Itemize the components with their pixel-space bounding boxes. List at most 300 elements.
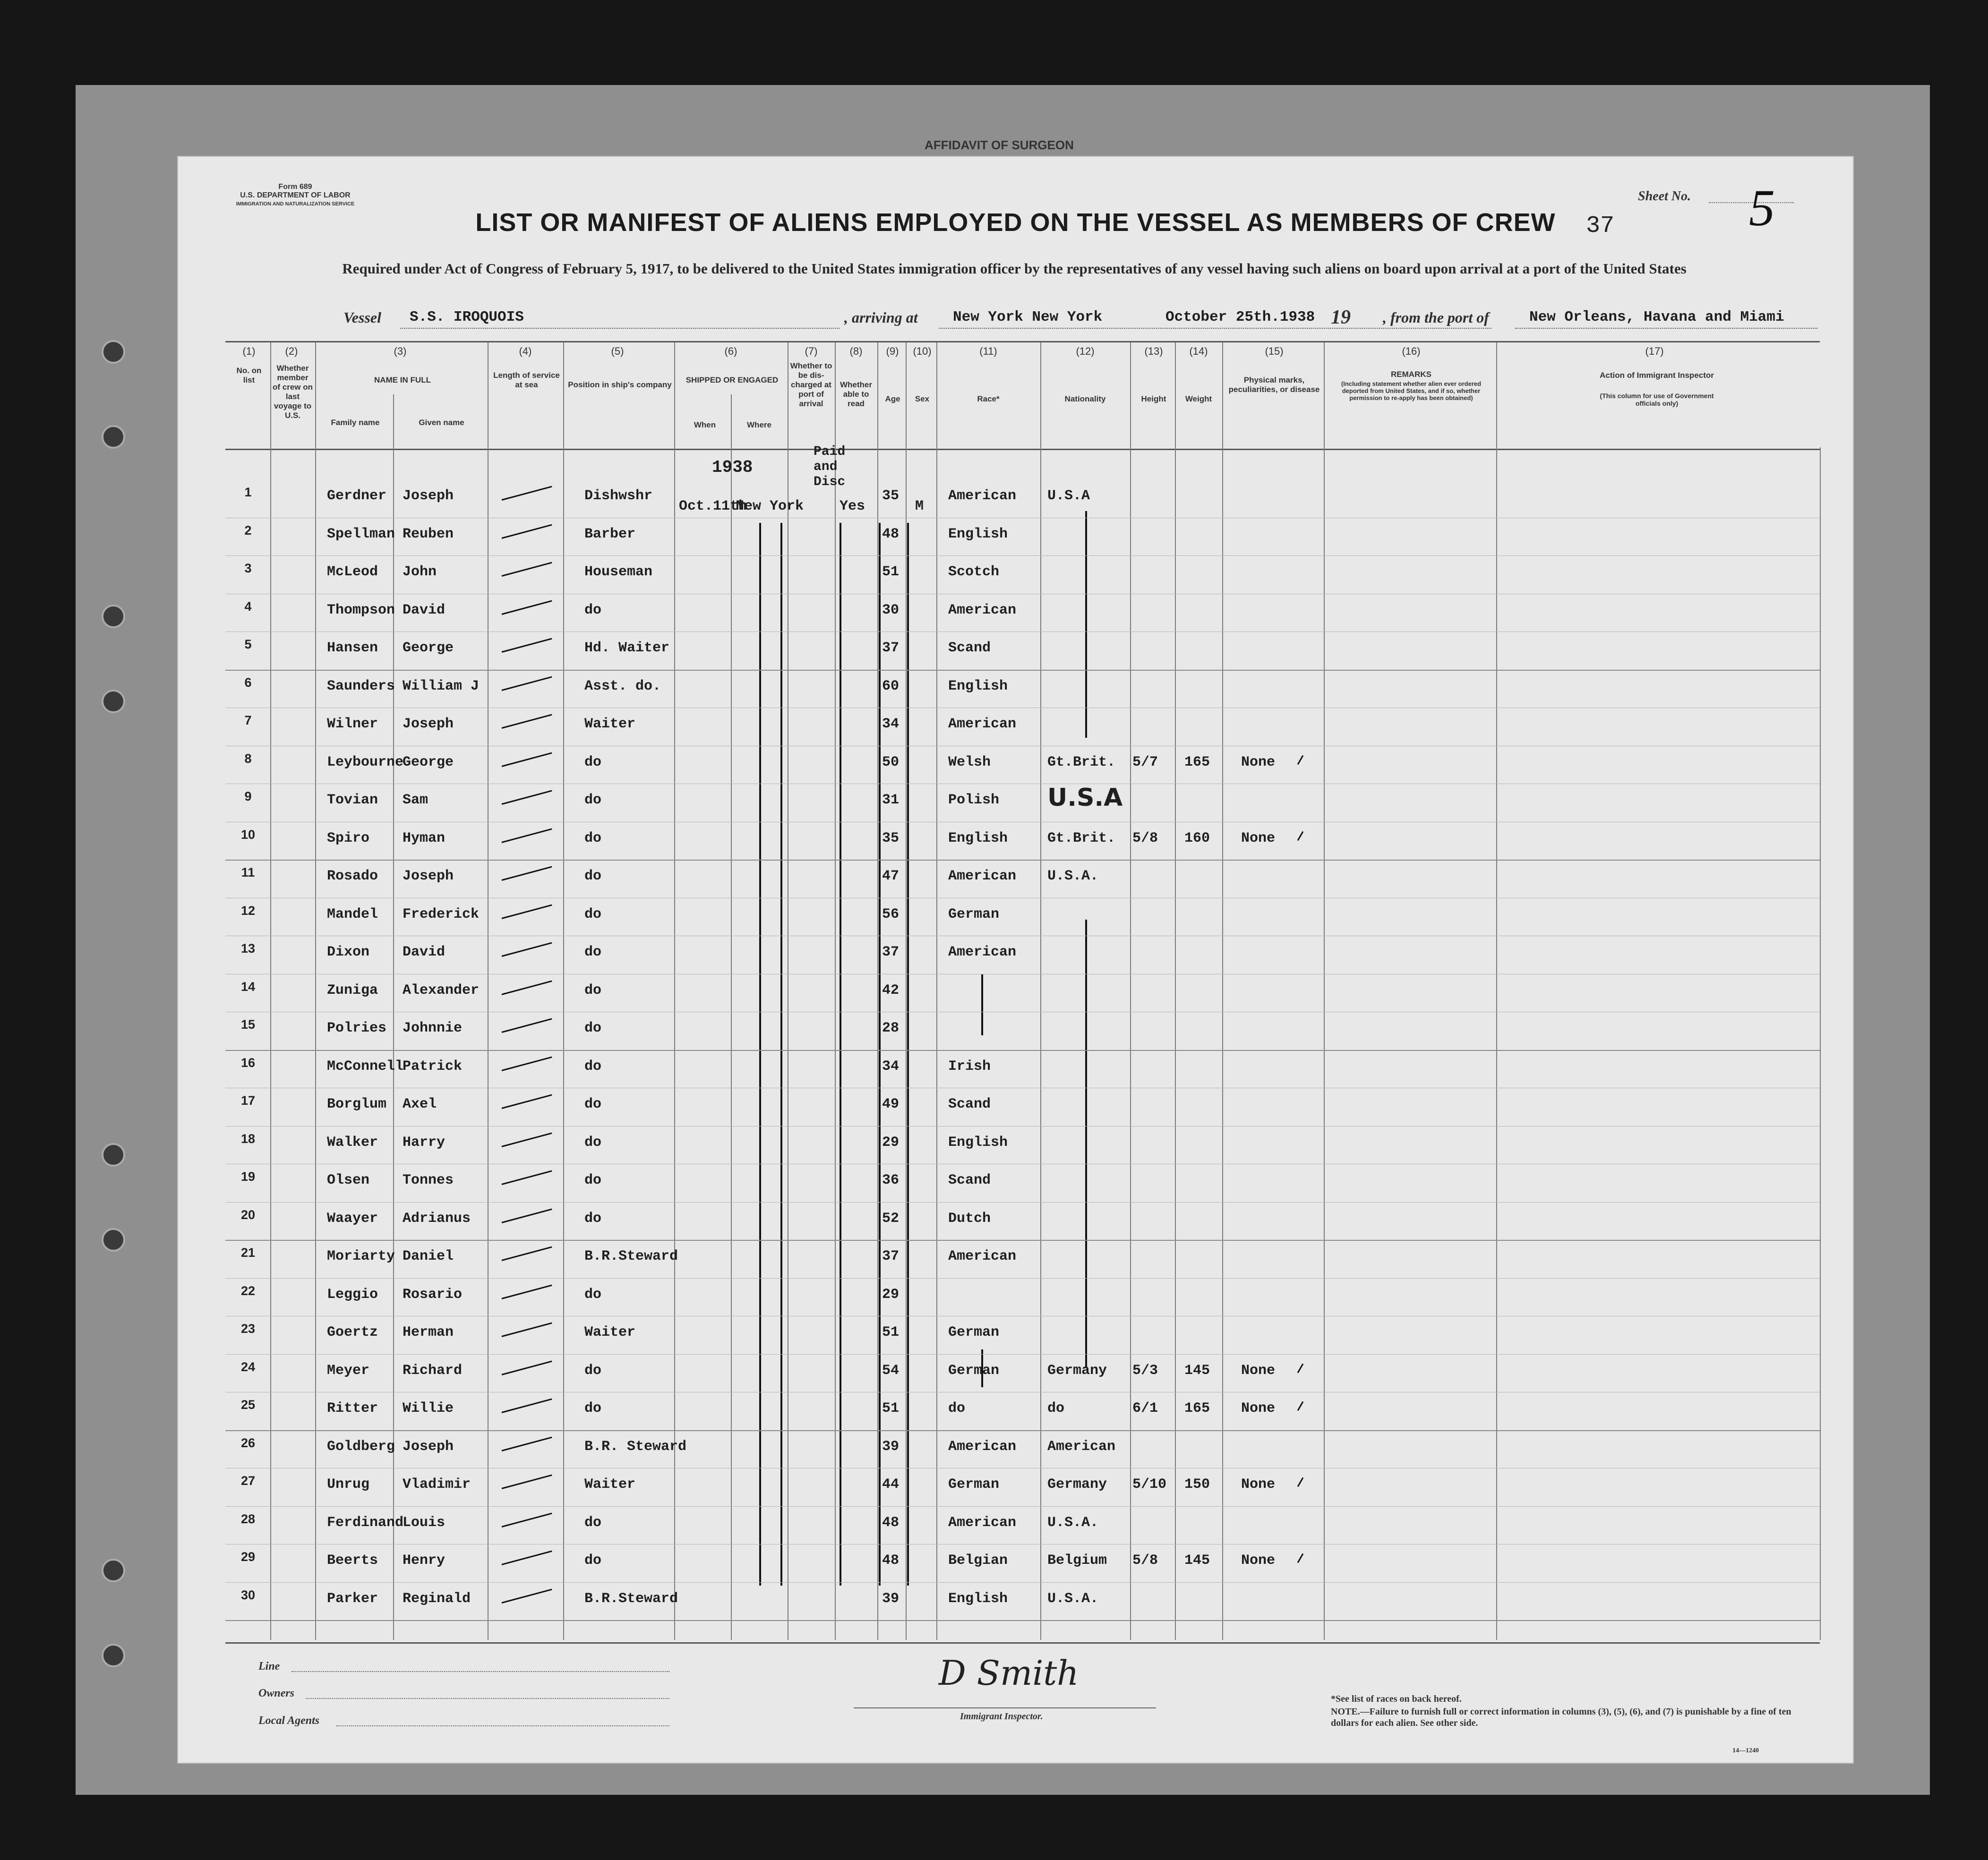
col-head-action-note: (This column for use of Government officials only) [1600, 392, 1714, 407]
table-row [225, 675, 1820, 714]
family-name: Leggio [327, 1286, 378, 1303]
races-note: *See list of races on back hereof. [1331, 1694, 1462, 1704]
col-head-shipped: SHIPPED OR ENGAGED [686, 375, 779, 384]
from-port-blank [1515, 328, 1817, 329]
given-name: Johnnie [403, 1020, 463, 1036]
department-name: U.S. DEPARTMENT OF LABOR [240, 191, 351, 199]
position: do [584, 830, 602, 846]
age: 52 [882, 1210, 900, 1227]
service-check-mark [502, 1018, 552, 1033]
nationality: U.S.A. [1047, 1590, 1099, 1607]
race: do [948, 1400, 966, 1416]
service-check-mark [502, 1284, 552, 1299]
footer [225, 1642, 1820, 1762]
position: B.R. Steward [584, 1438, 687, 1455]
col-num-2: (2) [285, 345, 298, 357]
given-name: William J [403, 678, 480, 694]
service-check-mark [502, 1360, 552, 1375]
col-head-sex: Sex [915, 394, 930, 403]
table-row [225, 865, 1820, 904]
table-row [225, 1512, 1820, 1550]
family-name: Spiro [327, 830, 370, 846]
weight: 145 [1184, 1362, 1210, 1379]
physical-marks: None [1241, 830, 1276, 846]
col-head-race: Race* [977, 394, 1000, 403]
family-name: Ritter [327, 1400, 378, 1416]
race: American [948, 1514, 1017, 1531]
col-num-14: (14) [1189, 345, 1208, 357]
position: do [584, 1058, 602, 1075]
row-number: 20 [240, 1207, 256, 1222]
family-name: McConnell [327, 1058, 404, 1075]
given-name: Joseph [403, 868, 454, 884]
col-num-15: (15) [1265, 345, 1284, 357]
age: 35 [882, 830, 900, 846]
age: 51 [882, 1324, 900, 1340]
col-num-11: (11) [979, 345, 997, 357]
position: do [584, 982, 602, 998]
nationality: U.S.A [1047, 784, 1123, 812]
age: 56 [882, 906, 900, 922]
given-name: Daniel [403, 1248, 454, 1264]
age: 39 [882, 1438, 900, 1455]
punch-hole [102, 1644, 125, 1667]
family-name: Beerts [327, 1553, 378, 1569]
race: American [948, 1438, 1017, 1455]
service-check-mark [502, 1094, 552, 1109]
nationality: U.S.A. [1047, 1514, 1099, 1531]
race: Welsh [948, 754, 991, 770]
service-check-mark [502, 1056, 552, 1071]
age: 37 [882, 640, 900, 656]
family-name: Goldberg [327, 1438, 395, 1455]
family-name: Unrug [327, 1476, 370, 1493]
given-name: Axel [403, 1096, 437, 1112]
row-number: 14 [240, 979, 256, 994]
discharge-value: Paid and Disc [814, 444, 846, 489]
col-num-1: (1) [242, 345, 256, 357]
service-check-mark [502, 1208, 552, 1223]
physical-marks: None [1241, 1400, 1276, 1416]
position: do [584, 602, 602, 618]
position: Waiter [584, 1476, 636, 1493]
height: 6/1 [1132, 1400, 1158, 1416]
from-port-value: New Orleans, Havana and Miami [1529, 309, 1784, 325]
col-head-remarks: REMARKS [1391, 370, 1431, 379]
age: 54 [882, 1362, 900, 1379]
nationality: Germany [1047, 1362, 1107, 1379]
col-head-crew: Whether member of crew on last voyage to U.S. [273, 364, 313, 420]
row-number: 19 [240, 1169, 256, 1184]
service-check-mark [502, 714, 552, 729]
punch-hole [102, 1228, 125, 1252]
given-name: Louis [403, 1514, 446, 1531]
col-head-age: Age [885, 394, 900, 403]
table-row [225, 904, 1820, 942]
position: Waiter [584, 716, 636, 732]
vessel-blank [400, 328, 840, 329]
position: do [584, 1400, 602, 1416]
col-head-action: Action of Immigrant Inspector [1600, 371, 1714, 380]
service-check-mark [502, 904, 552, 919]
given-name: Rosario [403, 1286, 463, 1303]
col-head-weight: Weight [1185, 394, 1212, 403]
service-name: IMMIGRATION AND NATURALIZATION SERVICE [236, 201, 355, 207]
form-number: Form 689 [278, 183, 312, 191]
age: 30 [882, 602, 900, 618]
col-head-discharged: Whether to be dis-charged at port of arrival [790, 361, 832, 408]
year-suffix: 19 [1331, 307, 1351, 328]
given-name: Alexander [403, 982, 480, 998]
service-check-mark [502, 980, 552, 995]
family-name: Polries [327, 1020, 387, 1036]
family-name: Olsen [327, 1172, 370, 1188]
table-row [225, 1322, 1820, 1360]
row-number: 2 [244, 523, 252, 538]
weight: 165 [1184, 1400, 1210, 1416]
service-check-mark [502, 676, 552, 691]
column-headers [225, 341, 1820, 450]
position: Asst. do. [584, 678, 661, 694]
given-name: Herman [403, 1324, 454, 1340]
col-head-marks: Physical marks, peculiarities, or disease [1228, 375, 1320, 394]
vessel-line [343, 309, 1817, 333]
position: Barber [584, 526, 636, 542]
race: English [948, 1590, 1008, 1607]
weight: 145 [1184, 1553, 1210, 1569]
age: 51 [882, 564, 900, 580]
given-name: Joseph [403, 488, 454, 504]
position: B.R.Steward [584, 1248, 678, 1264]
family-name: Rosado [327, 868, 378, 884]
marks-check-mark [1297, 831, 1304, 841]
given-name: Patrick [403, 1058, 463, 1075]
position: do [584, 1553, 602, 1569]
height: 5/10 [1132, 1476, 1167, 1493]
marks-check-mark [1297, 1553, 1304, 1563]
col-num-12: (12) [1076, 345, 1095, 357]
age: 39 [882, 1590, 900, 1607]
age: 48 [882, 1553, 900, 1569]
given-name: David [403, 602, 446, 618]
family-name: Borglum [327, 1096, 387, 1112]
race: American [948, 868, 1017, 884]
race: English [948, 526, 1008, 542]
marks-check-mark [1297, 1401, 1304, 1411]
manifest-page [177, 138, 1854, 1764]
punch-hole [102, 605, 125, 628]
position: do [584, 1020, 602, 1036]
race: Polish [948, 792, 1000, 808]
nationality: Germany [1047, 1476, 1107, 1493]
given-name: Reuben [403, 526, 454, 542]
physical-marks: None [1241, 1553, 1276, 1569]
race: American [948, 716, 1017, 732]
race: English [948, 830, 1008, 846]
table-row [225, 1208, 1820, 1246]
family-name: Saunders [327, 678, 395, 694]
family-name: McLeod [327, 564, 378, 580]
row-number: 3 [244, 561, 252, 575]
race: Scand [948, 1172, 991, 1188]
given-name: David [403, 944, 446, 960]
row-number: 12 [240, 903, 256, 918]
inspector-label: Immigrant Inspector. [960, 1711, 1043, 1722]
service-check-mark [502, 1588, 552, 1603]
age: 44 [882, 1476, 900, 1493]
given-name: Joseph [403, 1438, 454, 1455]
height: 5/8 [1132, 1553, 1158, 1569]
crew-table [225, 444, 1820, 1640]
shipped-where: New York [736, 498, 804, 514]
table-row [225, 1588, 1820, 1626]
service-check-mark [502, 1132, 552, 1147]
age: 42 [882, 982, 900, 998]
row-number: 5 [244, 637, 252, 651]
family-name: Mandel [327, 906, 378, 922]
local-agents-label: Local Agents [258, 1715, 320, 1727]
row-number: 25 [240, 1398, 256, 1412]
family-name: Gerdner [327, 488, 387, 504]
race: American [948, 602, 1017, 618]
row-number: 8 [244, 751, 252, 766]
nationality: Belgium [1047, 1553, 1107, 1569]
age: 51 [882, 1400, 900, 1416]
given-name: Willie [403, 1400, 454, 1416]
race: German [948, 906, 1000, 922]
position: do [584, 754, 602, 770]
col-num-10: (10) [913, 345, 932, 357]
page-title: LIST OR MANIFEST OF ALIENS EMPLOYED ON THE VESSEL AS MEMBERS OF CREW [475, 208, 1556, 237]
col-head-height: Height [1141, 394, 1166, 403]
col-head-where: Where [747, 420, 771, 429]
row-number: 27 [240, 1474, 256, 1488]
col-head-nationality: Nationality [1064, 394, 1106, 403]
height: 5/8 [1132, 830, 1158, 846]
age: 48 [882, 526, 900, 542]
col-head-service: Length of service at sea [493, 371, 560, 389]
given-name: Henry [403, 1553, 446, 1569]
physical-marks: None [1241, 754, 1276, 770]
age: 31 [882, 792, 900, 808]
position: do [584, 1362, 602, 1379]
shipped-when: Oct.11th [679, 498, 747, 514]
service-check-mark [502, 790, 552, 805]
given-name: George [403, 640, 454, 656]
sheet-no-label: Sheet No. [1638, 189, 1691, 204]
table-row [225, 599, 1820, 638]
table-row [225, 751, 1820, 790]
owners-rule [306, 1698, 669, 1699]
col-num-4: (4) [519, 345, 532, 357]
marks-check-mark [1297, 755, 1304, 765]
signature-rule [854, 1707, 1156, 1708]
weight: 165 [1184, 754, 1210, 770]
race: German [948, 1362, 1000, 1379]
row-number: 16 [240, 1055, 256, 1070]
race: Irish [948, 1058, 991, 1075]
service-check-mark [502, 942, 552, 957]
service-check-mark [502, 1399, 552, 1413]
service-check-mark [502, 1170, 552, 1185]
table-row [225, 784, 1820, 828]
service-check-mark [502, 486, 552, 501]
service-check-mark [502, 866, 552, 881]
sex-value: M [915, 498, 924, 514]
age: 37 [882, 1248, 900, 1264]
col-num-16: (16) [1402, 345, 1421, 357]
nationality: U.S.A. [1047, 868, 1099, 884]
sheet-no-value: 5 [1749, 179, 1775, 237]
col-head-remarks-note: (Including statement whether alien ever ordered deported from United States, and if so, whether permission to re-apply has been obtained) [1341, 380, 1482, 401]
line-label: Line [258, 1660, 280, 1672]
position: Houseman [584, 564, 653, 580]
height: 5/3 [1132, 1362, 1158, 1379]
race: American [948, 944, 1017, 960]
family-name: Spellman [327, 526, 395, 542]
race: American [948, 1248, 1017, 1264]
read-value: Yes [840, 498, 865, 514]
service-check-mark [502, 562, 552, 577]
row-number: 18 [240, 1131, 256, 1146]
nationality: American [1047, 1438, 1116, 1455]
nationality: Gt.Brit. [1047, 754, 1116, 770]
nationality: U.S.A [1047, 488, 1090, 504]
col-head-family: Family name [331, 418, 380, 427]
service-check-mark [502, 1436, 552, 1451]
col-head-read: Whether able to read [840, 380, 872, 408]
age: 29 [882, 1134, 900, 1151]
family-name: Goertz [327, 1324, 378, 1340]
race: Scotch [948, 564, 1000, 580]
table-row [225, 561, 1820, 599]
table-row [225, 485, 1820, 523]
row-number: 15 [240, 1017, 256, 1032]
weight: 150 [1184, 1476, 1210, 1493]
row-number: 6 [244, 675, 252, 690]
punch-hole [102, 690, 125, 713]
table-row [225, 1550, 1820, 1588]
col-head-position: Position in ship's company [568, 380, 672, 389]
age: 35 [882, 488, 900, 504]
col-head-name: NAME IN FULL [374, 375, 431, 384]
given-name: Frederick [403, 906, 480, 922]
punch-hole [102, 1143, 125, 1167]
table-row [225, 1017, 1820, 1056]
form-code: 14—1240 [1732, 1747, 1759, 1754]
race: Dutch [948, 1210, 991, 1227]
vessel-label: Vessel [343, 309, 381, 326]
physical-marks: None [1241, 1476, 1276, 1493]
race: Scand [948, 640, 991, 656]
position: Hd. Waiter [584, 640, 670, 656]
row-number: 28 [240, 1511, 256, 1526]
given-name: Vladimir [403, 1476, 471, 1493]
table-row [225, 1398, 1820, 1436]
age: 37 [882, 944, 900, 960]
punch-hole [102, 1559, 125, 1582]
physical-marks: None [1241, 1362, 1276, 1379]
age: 34 [882, 1058, 900, 1075]
punch-hole [102, 340, 125, 364]
family-name: Tovian [327, 792, 378, 808]
table-row [225, 713, 1820, 751]
local-agents-rule [336, 1725, 669, 1726]
subtitle: Required under Act of Congress of February 5, 1917, to be delivered to the United States immigration officer by the representatives of any vessel having such aliens on board upon arrival at a port of the United States [342, 260, 1687, 277]
family-name: Wilner [327, 716, 378, 732]
form-id-block [234, 183, 357, 208]
owners-label: Owners [258, 1687, 295, 1699]
race: English [948, 678, 1008, 694]
row-number: 17 [240, 1093, 256, 1108]
position: Waiter [584, 1324, 636, 1340]
position: B.R.Steward [584, 1590, 678, 1607]
family-name: Walker [327, 1134, 378, 1151]
affidavit-label: AFFIDAVIT OF SURGEON [925, 138, 1074, 152]
table-row [225, 1132, 1820, 1170]
given-name: Adrianus [403, 1210, 471, 1227]
col-num-3: (3) [394, 345, 407, 357]
nationality: Gt.Brit. [1047, 830, 1116, 846]
race: German [948, 1476, 1000, 1493]
from-port-label: , from the port of [1383, 309, 1489, 326]
position: do [584, 1286, 602, 1303]
punch-hole [102, 425, 125, 449]
age: 60 [882, 678, 900, 694]
given-name: Tonnes [403, 1172, 454, 1188]
col-num-17: (17) [1645, 345, 1664, 357]
row-number: 26 [240, 1435, 256, 1450]
service-check-mark [502, 1512, 552, 1527]
age: 29 [882, 1286, 900, 1303]
family-name: Thompson [327, 602, 395, 618]
row-number: 1 [244, 485, 252, 499]
col-num-6: (6) [724, 345, 737, 357]
position: do [584, 906, 602, 922]
given-name: Harry [403, 1134, 446, 1151]
shipped-year: 1938 [712, 458, 753, 477]
family-name: Parker [327, 1590, 378, 1607]
table-row [225, 1246, 1820, 1284]
family-name: Dixon [327, 944, 370, 960]
arriving-blank [939, 328, 1491, 329]
penalty-note: NOTE.—Failure to furnish full or correct information in columns (3), (5), (6), and (7) is punishable by a fine of ten dollars for each alien. See other side. [1331, 1706, 1791, 1728]
line-rule [291, 1671, 669, 1672]
given-name: John [403, 564, 437, 580]
row-number: 13 [240, 941, 256, 956]
table-row [225, 941, 1820, 980]
col-head-no: No. on list [236, 366, 262, 384]
row-number: 10 [240, 827, 256, 842]
service-check-mark [502, 524, 552, 538]
age: 48 [882, 1514, 900, 1531]
age: 47 [882, 868, 900, 884]
col-num-8: (8) [849, 345, 863, 357]
weight: 160 [1184, 830, 1210, 846]
position: do [584, 1096, 602, 1112]
family-name: Meyer [327, 1362, 370, 1379]
position: Dishwshr [584, 488, 653, 504]
race: German [948, 1324, 1000, 1340]
table-row [225, 1474, 1820, 1512]
table-row [225, 1169, 1820, 1208]
given-name: Sam [403, 792, 428, 808]
nationality: do [1047, 1400, 1065, 1416]
table-row [225, 1093, 1820, 1132]
stamp-number: 37 [1586, 213, 1615, 239]
service-check-mark [502, 1322, 552, 1337]
col-num-9: (9) [886, 345, 899, 357]
